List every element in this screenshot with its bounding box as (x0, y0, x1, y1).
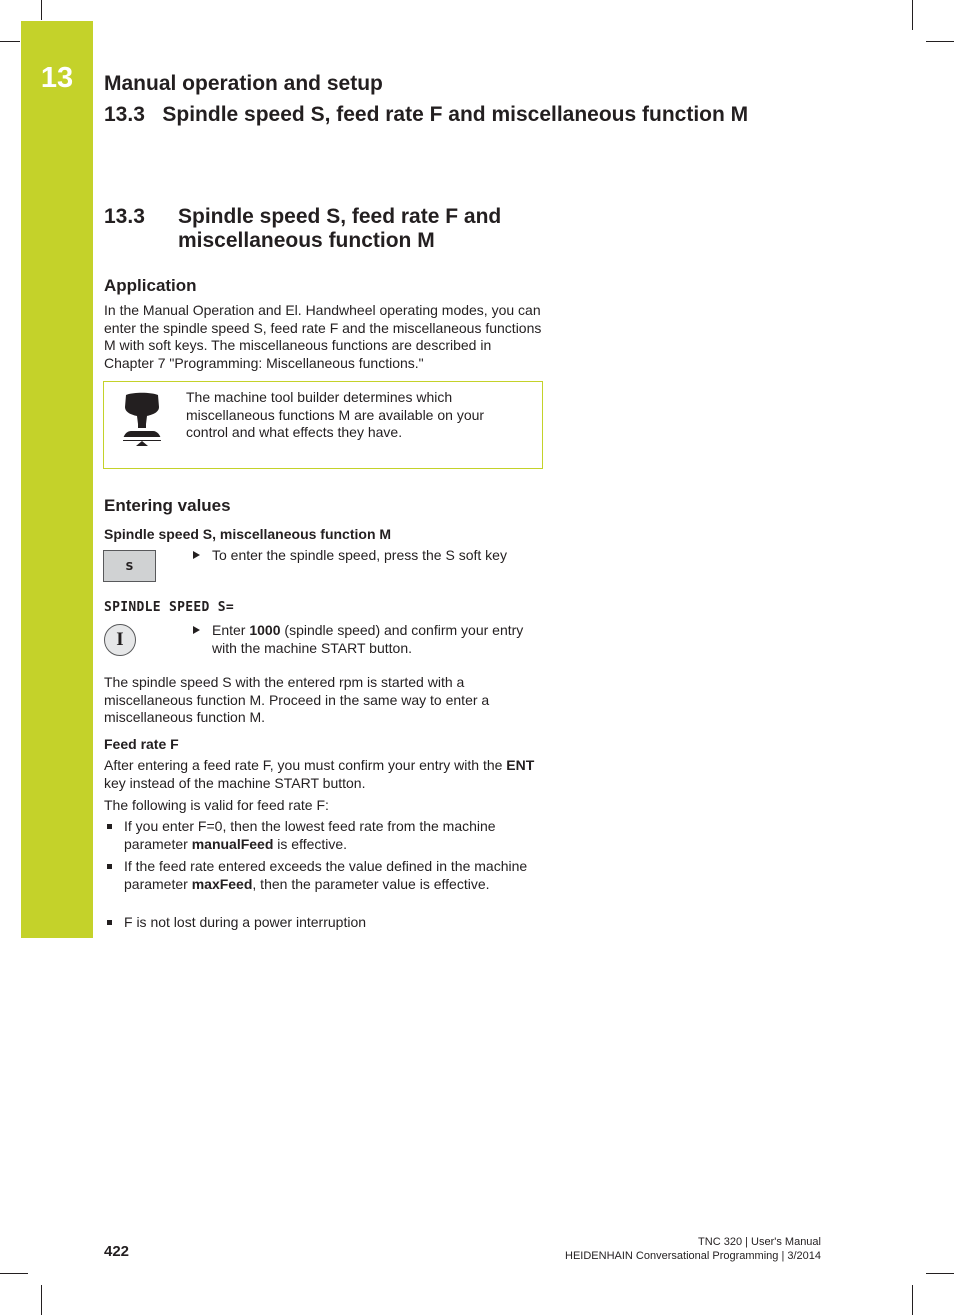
crop-mark (912, 0, 913, 30)
step-arrow-icon (193, 551, 200, 559)
step-arrow-icon (193, 626, 200, 634)
crop-mark (0, 41, 20, 42)
chapter-sidebar (21, 21, 93, 938)
crop-mark (926, 41, 954, 42)
crop-mark (912, 1285, 913, 1315)
page-number: 422 (104, 1243, 130, 1260)
section-title: Spindle speed S, feed rate F and miscellaneous function M (178, 205, 502, 252)
feed-paragraph-1: After entering a feed rate F, you must confirm your entry with the ENT key instead of the machine START button. (104, 757, 535, 791)
bullet-square-icon (107, 824, 112, 829)
bullet-square-icon (107, 920, 112, 925)
step-enter-value: Enter 1000 (spindle speed) and confirm your entry with the machine START button. (193, 622, 543, 657)
machine-builder-note-icon (121, 391, 163, 447)
entering-values-heading: Entering values (104, 496, 231, 515)
crop-mark (926, 1273, 954, 1274)
machine-start-key[interactable]: I (104, 624, 136, 656)
list-item: If you enter F=0, then the lowest feed rate from the machine parameter manualFeed is effective. (104, 818, 544, 853)
feed-subheading: Feed rate F (104, 736, 179, 752)
s-soft-key[interactable]: S (103, 550, 156, 582)
bullet-square-icon (107, 864, 112, 869)
step-press-s: To enter the spindle speed, press the S soft key (193, 547, 543, 565)
chapter-number: 13 (40, 62, 74, 94)
list-item: If the feed rate entered exceeds the value defined in the machine parameter maxFeed, then the parameter value is effective. (104, 858, 544, 893)
list-item: F is not lost during a power interruption (104, 914, 544, 932)
application-paragraph: In the Manual Operation and El. Handwheel operating modes, you can enter the spindle speed S, feed rate F and the miscellaneous functions M with soft keys. The miscellaneous functions are described in Chapter 7 "Programming: Miscellaneous functions." (104, 302, 542, 371)
note-text: The machine tool builder determines which miscellaneous functions M are available on your control and what effects they have. (186, 389, 485, 440)
dialog-prompt: SPINDLE SPEED S= (104, 600, 235, 615)
feed-paragraph-2: The following is valid for feed rate F: (104, 797, 329, 813)
application-heading: Application (104, 276, 197, 295)
crop-mark (0, 1273, 28, 1274)
footer-text: TNC 320 | User's Manual HEIDENHAIN Conversational Programming | 3/2014 (565, 1236, 821, 1262)
chapter-title: Manual operation and setup (104, 72, 383, 95)
spindle-paragraph: The spindle speed S with the entered rpm is started with a miscellaneous function M. Proceed in the same way to enter a miscellaneous function M. (104, 674, 490, 725)
crop-mark (41, 0, 42, 20)
crop-mark (41, 1285, 42, 1315)
spindle-subheading: Spindle speed S, miscellaneous function M (104, 526, 392, 542)
section-number: 13.3 (104, 205, 145, 228)
running-section-title: 13.3 Spindle speed S, feed rate F and miscellaneous function M (104, 103, 749, 126)
